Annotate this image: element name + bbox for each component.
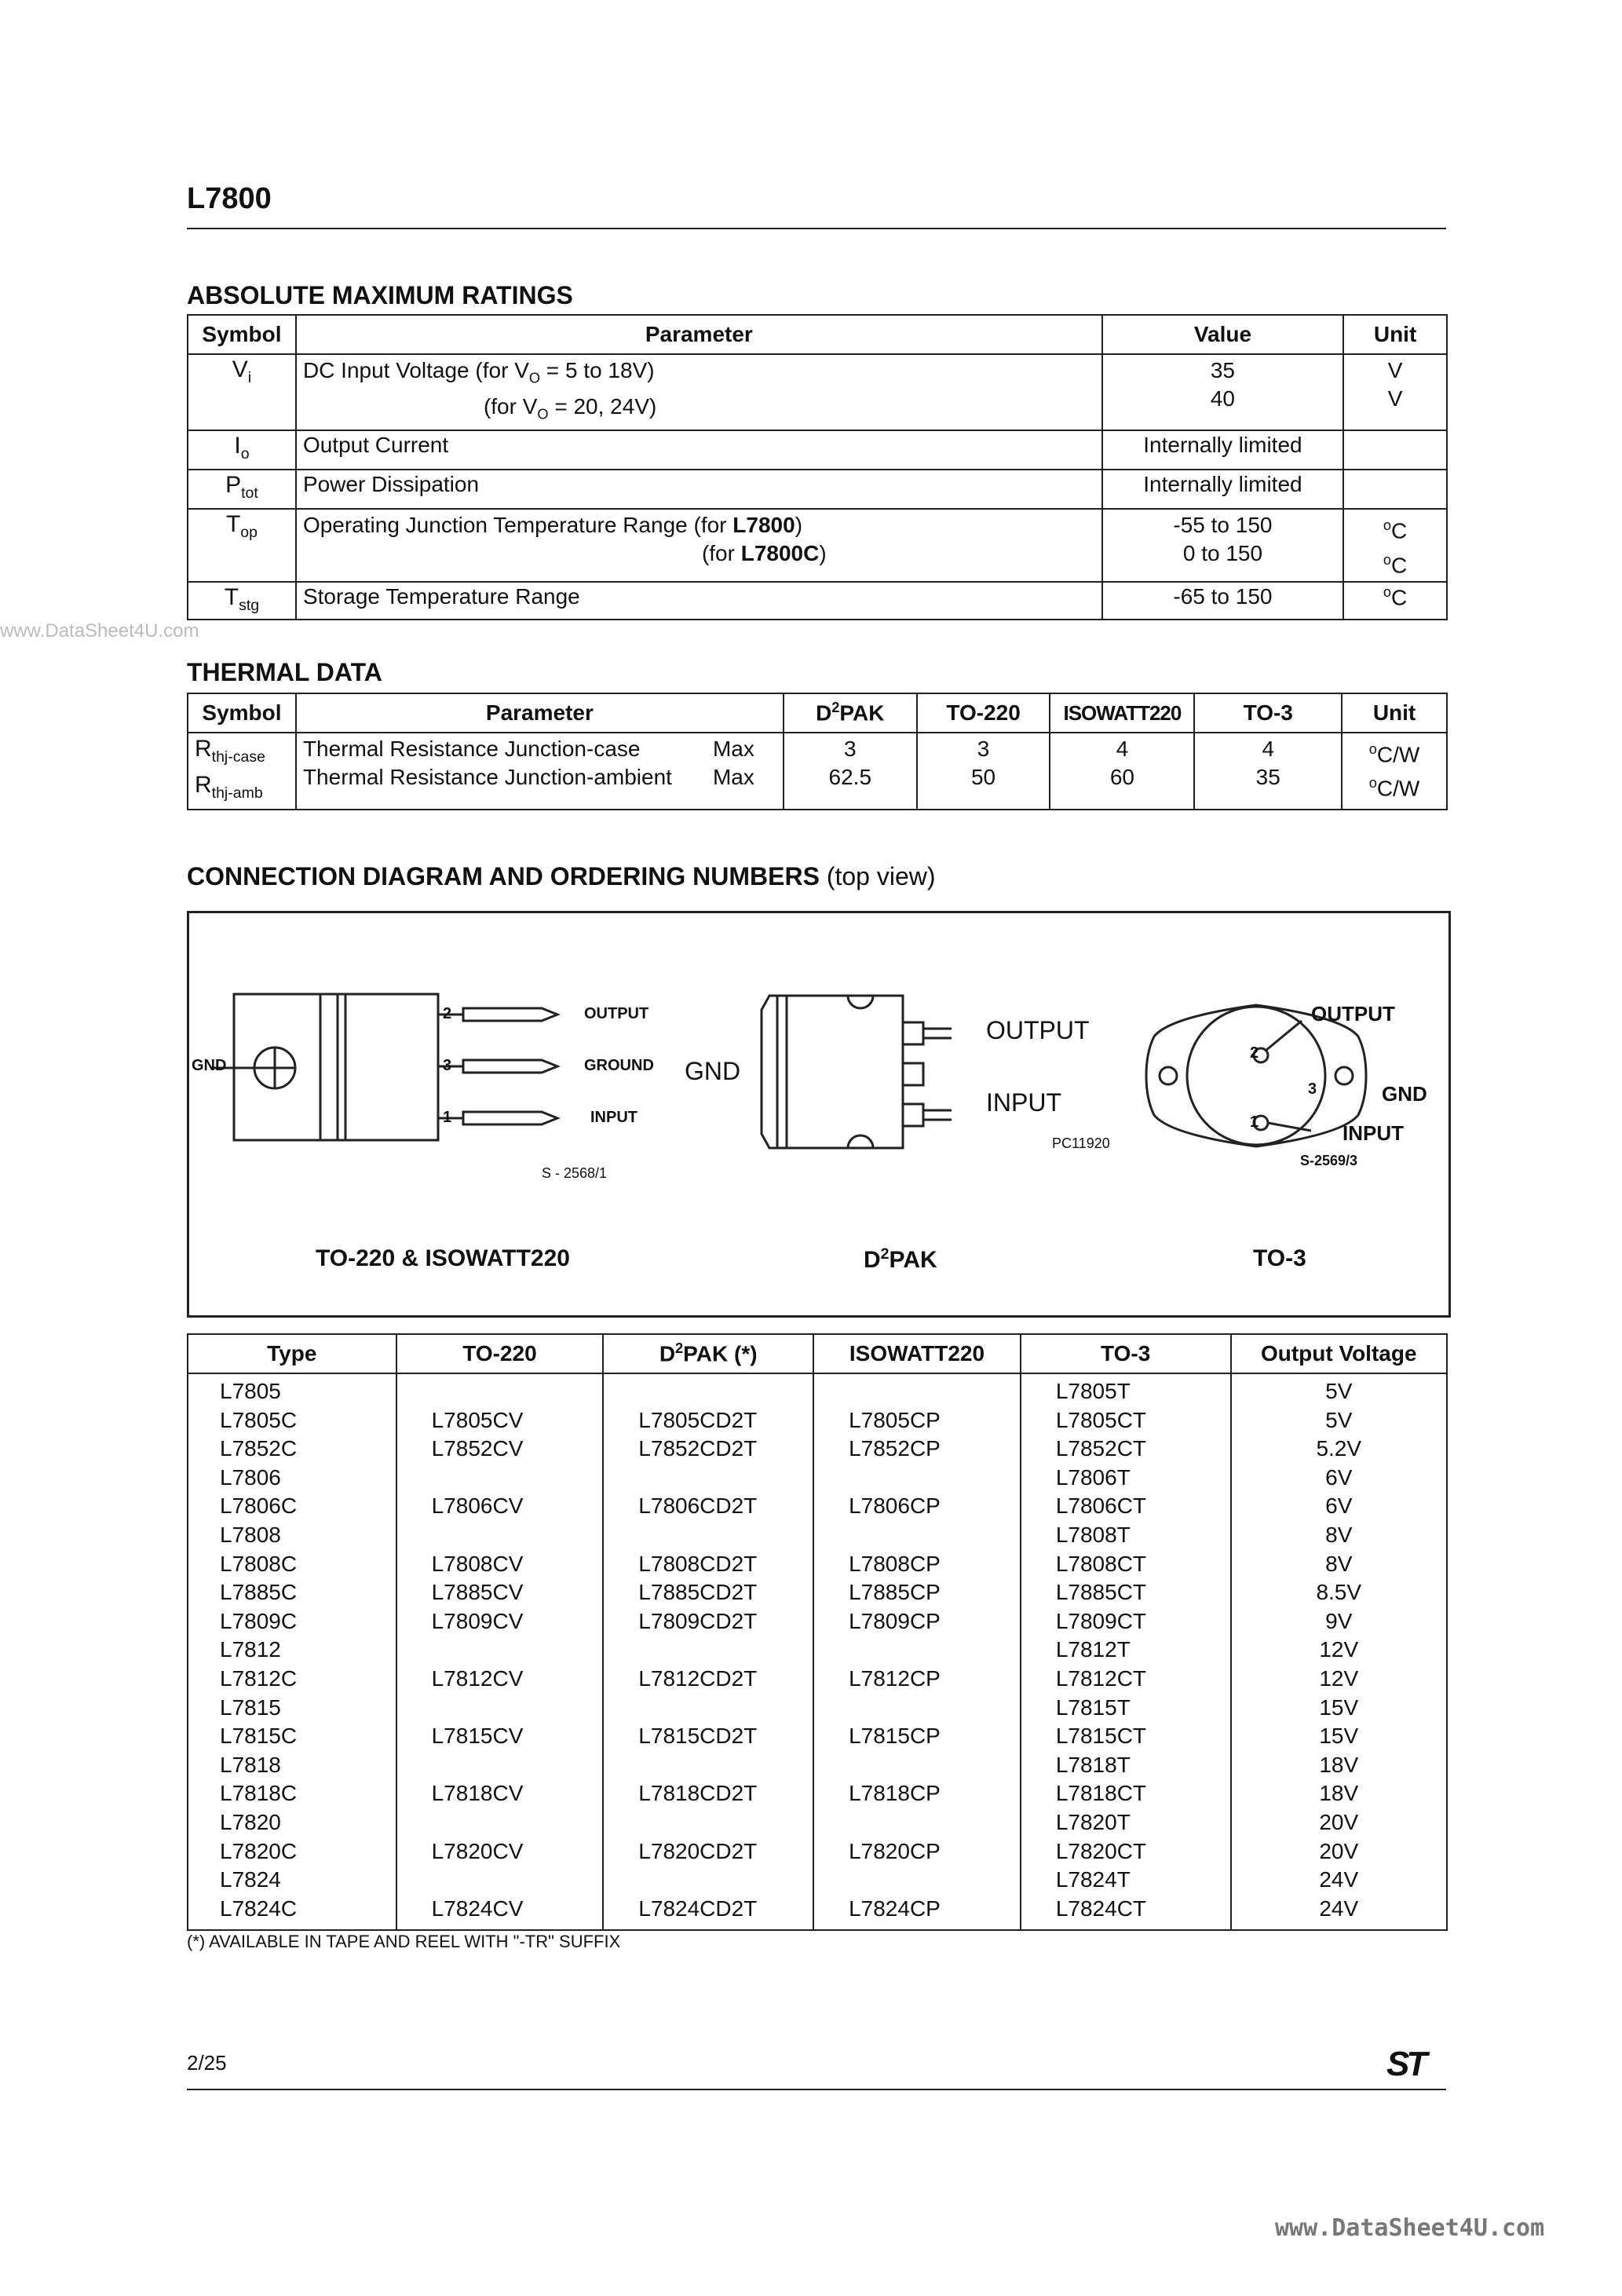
value-cell: -55 to 150 0 to 150 — [1102, 509, 1343, 582]
symbol-cell: $T_{op}$ — [188, 509, 296, 582]
amr-row-io — [188, 430, 1447, 470]
parameter-cell: DC Input Voltage (for $V_O = 5$ to 18V) (for $V_O = 20$, 24V) — [296, 354, 1102, 430]
ordering-row — [188, 1665, 1447, 1694]
to3-pin-3: 3 — [1308, 1080, 1317, 1098]
vout-cell: 18V — [1231, 1779, 1448, 1808]
vout-cell: 24V — [1231, 1866, 1448, 1895]
to3-cell: L7818CT — [1021, 1779, 1231, 1808]
to220-pin-1: 1 — [443, 1109, 452, 1126]
d2pak-cell: L7806CD2T — [603, 1492, 813, 1521]
ordering-row — [188, 1607, 1447, 1636]
watermark-left: www.DataSheet4U.com — [0, 620, 199, 642]
vout-cell: 6V — [1231, 1464, 1448, 1493]
thermal-header-row — [188, 693, 1447, 733]
to3-cell: L7820CT — [1021, 1837, 1231, 1866]
thermal-header-unit: Unit — [1342, 693, 1447, 733]
connection-title: CONNECTION DIAGRAM AND ORDERING NUMBERS (top view) — [187, 862, 936, 890]
ordering-row — [188, 1521, 1447, 1550]
parameter-cell: Power Dissipation — [296, 470, 1102, 509]
thermal-header-to220: TO-220 — [917, 693, 1050, 733]
type-cell: L7812C — [188, 1665, 396, 1694]
d2pak-cell: L7812CD2T — [603, 1665, 813, 1694]
value-cell: Internally limited — [1102, 470, 1343, 509]
d2pak-output-label: OUTPUT — [986, 1016, 1090, 1044]
ordering-row — [188, 1492, 1447, 1521]
isowatt-cell — [813, 1866, 1021, 1895]
isowatt-cell — [813, 1808, 1021, 1837]
ordering-row — [188, 1779, 1447, 1808]
to3-drawing-code: S-2569/3 — [1300, 1153, 1358, 1168]
d2pak-cell: L7852CD2T — [603, 1435, 813, 1464]
symbol-cell: $V_i$ — [188, 354, 296, 430]
ordering-header-vout: Output Voltage — [1231, 1334, 1448, 1373]
unit-cell: $^o$C — [1343, 582, 1447, 620]
type-cell: L7824 — [188, 1866, 396, 1895]
ordering-row — [188, 1435, 1447, 1464]
type-cell: L7820 — [188, 1808, 396, 1837]
to220-cell: 3 50 — [917, 733, 1050, 810]
amr-row-top — [188, 509, 1447, 582]
type-cell: L7815 — [188, 1694, 396, 1723]
amr-row-tstg — [188, 582, 1447, 620]
to3-caption: TO-3 — [1253, 1245, 1306, 1271]
unit-cell: V V — [1343, 354, 1447, 430]
ordering-row — [188, 1406, 1447, 1435]
amr-title: ABSOLUTE MAXIMUM RATINGS — [187, 281, 573, 309]
type-cell: L7812 — [188, 1636, 396, 1665]
vout-cell: 24V — [1231, 1895, 1448, 1931]
isowatt-cell: L7852CP — [813, 1435, 1021, 1464]
d2pak-cell: L7820CD2T — [603, 1837, 813, 1866]
to3-cell: L7809CT — [1021, 1607, 1231, 1636]
ordering-row — [188, 1373, 1447, 1406]
vout-cell: 8V — [1231, 1521, 1448, 1550]
unit-cell: $^o$C $^o$C — [1343, 509, 1447, 582]
unit-cell: $^o$C/W $^o$C/W — [1342, 733, 1447, 810]
to3-cell: L7812T — [1021, 1636, 1231, 1665]
vout-cell: 20V — [1231, 1837, 1448, 1866]
to220-cell — [396, 1373, 604, 1406]
isowatt-cell: L7885CP — [813, 1578, 1021, 1607]
ordering-row — [188, 1895, 1447, 1931]
to220-cell: L7806CV — [396, 1492, 604, 1521]
to220-cell: L7852CV — [396, 1435, 604, 1464]
isowatt-cell: L7806CP — [813, 1492, 1021, 1521]
vout-cell: 9V — [1231, 1607, 1448, 1636]
to220-output-label: OUTPUT — [584, 1005, 649, 1022]
thermal-header-d2pak: $D^2PAK$ — [784, 693, 917, 733]
to3-cell: L7824T — [1021, 1866, 1231, 1895]
type-cell: L7805 — [188, 1373, 396, 1406]
isowatt-cell — [813, 1751, 1021, 1780]
to3-cell: L7824CT — [1021, 1895, 1231, 1931]
type-cell: L7809C — [188, 1607, 396, 1636]
ordering-header-to220: TO-220 — [396, 1334, 604, 1373]
parameter-cell: Operating Junction Temperature Range (for L7800) (for L7800C) — [296, 509, 1102, 582]
symbol-cell: $T_{stg}$ — [188, 582, 296, 620]
type-cell: L7885C — [188, 1578, 396, 1607]
to3-cell: L7806CT — [1021, 1492, 1231, 1521]
value-cell: 35 40 — [1102, 354, 1343, 430]
ordering-row — [188, 1837, 1447, 1866]
to3-cell: L7808CT — [1021, 1550, 1231, 1579]
to3-pin-2: 2 — [1250, 1044, 1259, 1062]
d2pak-gnd-label: GND — [685, 1057, 741, 1085]
vout-cell: 20V — [1231, 1808, 1448, 1837]
to220-cell — [396, 1866, 604, 1895]
type-cell: L7818C — [188, 1779, 396, 1808]
thermal-header-to3: TO-3 — [1194, 693, 1342, 733]
to3-cell: L7805T — [1021, 1373, 1231, 1406]
ordering-header-isowatt: ISOWATT220 — [813, 1334, 1021, 1373]
vout-cell: 8.5V — [1231, 1578, 1448, 1607]
d2pak-cell: L7815CD2T — [603, 1722, 813, 1751]
d2pak-caption: $D^2PAK$ — [864, 1245, 937, 1273]
type-cell: L7820C — [188, 1837, 396, 1866]
thermal-row — [188, 733, 1447, 810]
to3-cell: L7812CT — [1021, 1665, 1231, 1694]
type-cell: L7852C — [188, 1435, 396, 1464]
ordering-row — [188, 1866, 1447, 1895]
to220-pin-2: 2 — [443, 1005, 452, 1022]
to220-cell: L7818CV — [396, 1779, 604, 1808]
d2pak-cell: L7818CD2T — [603, 1779, 813, 1808]
to220-cell: L7805CV — [396, 1406, 604, 1435]
thermal-header-symbol: Symbol — [188, 693, 296, 733]
to220-cell: L7809CV — [396, 1607, 604, 1636]
to3-cell: L7815CT — [1021, 1722, 1231, 1751]
d2pak-cell — [603, 1373, 813, 1406]
ordering-row — [188, 1464, 1447, 1493]
to220-cell — [396, 1694, 604, 1723]
isowatt-cell: L7812CP — [813, 1665, 1021, 1694]
thermal-header-isowatt: ISOWATT220 — [1050, 693, 1194, 733]
to3-input-label: INPUT — [1343, 1121, 1404, 1145]
isowatt-cell — [813, 1521, 1021, 1550]
unit-cell — [1343, 430, 1447, 470]
to220-cell: L7812CV — [396, 1665, 604, 1694]
to220-gnd-label: GND — [192, 1057, 227, 1074]
isowatt-cell: L7809CP — [813, 1607, 1021, 1636]
d2pak-cell: L7808CD2T — [603, 1550, 813, 1579]
to220-pin-3: 3 — [443, 1057, 452, 1074]
d2pak-package-drawing — [746, 980, 981, 1161]
d2pak-cell: L7885CD2T — [603, 1578, 813, 1607]
to220-cell: L7824CV — [396, 1895, 604, 1931]
to220-cell — [396, 1464, 604, 1493]
d2pak-cell — [603, 1694, 813, 1723]
amr-header-unit: Unit — [1343, 315, 1447, 354]
ordering-row — [188, 1636, 1447, 1665]
isowatt-cell: L7824CP — [813, 1895, 1021, 1931]
amr-header-parameter: Parameter — [296, 315, 1102, 354]
ordering-body — [188, 1373, 1447, 1930]
to220-caption: TO-220 & ISOWATT220 — [316, 1245, 570, 1271]
isowatt-cell — [813, 1694, 1021, 1723]
d2pak-cell: L7824CD2T — [603, 1895, 813, 1931]
amr-header-value: Value — [1102, 315, 1343, 354]
isowatt-cell: L7818CP — [813, 1779, 1021, 1808]
thermal-header-parameter: Parameter — [296, 693, 784, 733]
document-title: L7800 — [187, 182, 272, 215]
type-cell: L7818 — [188, 1751, 396, 1780]
thermal-table — [187, 693, 1448, 810]
d2pak-input-label: INPUT — [986, 1088, 1061, 1117]
isowatt-cell: L7820CP — [813, 1837, 1021, 1866]
type-cell: L7805C — [188, 1406, 396, 1435]
to220-input-label: INPUT — [590, 1109, 637, 1126]
to220-cell — [396, 1808, 604, 1837]
type-cell: L7806C — [188, 1492, 396, 1521]
to220-cell: L7815CV — [396, 1722, 604, 1751]
symbol-cell: $R_{thj-case}$ $R_{thj-amb}$ — [188, 733, 296, 810]
vout-cell: 15V — [1231, 1694, 1448, 1723]
symbol-cell: $P_{tot}$ — [188, 470, 296, 509]
ordering-header-d2pak: $D^2PAK$ (*) — [603, 1334, 813, 1373]
type-cell: L7815C — [188, 1722, 396, 1751]
to3-cell: L7806T — [1021, 1464, 1231, 1493]
value-cell: -65 to 150 — [1102, 582, 1343, 620]
to3-cell: L7885CT — [1021, 1578, 1231, 1607]
d2pak-cell — [603, 1751, 813, 1780]
isowatt-cell: L7808CP — [813, 1550, 1021, 1579]
to3-cell: L7805CT — [1021, 1406, 1231, 1435]
type-cell: L7808 — [188, 1521, 396, 1550]
d2pak-cell: L7809CD2T — [603, 1607, 813, 1636]
value-cell: Internally limited — [1102, 430, 1343, 470]
type-cell: L7824C — [188, 1895, 396, 1931]
vout-cell: 6V — [1231, 1492, 1448, 1521]
to220-ground-label: GROUND — [584, 1057, 654, 1074]
parameter-cell: Thermal Resistance Junction-case Max Thermal Resistance Junction-ambient Max — [296, 733, 784, 810]
amr-row-ptot — [188, 470, 1447, 509]
to220-cell: L7808CV — [396, 1550, 604, 1579]
watermark-bottom: www.DataSheet4U.com — [1275, 2214, 1545, 2242]
to220-cell: L7820CV — [396, 1837, 604, 1866]
amr-table — [187, 314, 1448, 620]
vout-cell: 5V — [1231, 1373, 1448, 1406]
parameter-cell: Output Current — [296, 430, 1102, 470]
symbol-cell: $I_o$ — [188, 430, 296, 470]
vout-cell: 5.2V — [1231, 1435, 1448, 1464]
to220-drawing-code: S - 2568/1 — [542, 1165, 608, 1181]
isowatt-cell — [813, 1636, 1021, 1665]
d2pak-cell — [603, 1866, 813, 1895]
isowatt-cell: L7815CP — [813, 1722, 1021, 1751]
thermal-title: THERMAL DATA — [187, 658, 382, 686]
ordering-row — [188, 1751, 1447, 1780]
st-logo: ST — [1386, 2045, 1425, 2083]
amr-row-vi — [188, 354, 1447, 430]
d2pak-cell — [603, 1636, 813, 1665]
vout-cell: 5V — [1231, 1406, 1448, 1435]
to3-cell: L7820T — [1021, 1808, 1231, 1837]
vout-cell: 18V — [1231, 1751, 1448, 1780]
d2pak-cell: 3 62.5 — [784, 733, 917, 810]
to3-cell: L7815T — [1021, 1694, 1231, 1723]
d2pak-drawing-code: PC11920 — [1052, 1135, 1110, 1151]
footer-rule — [187, 2089, 1446, 2090]
d2pak-cell — [603, 1808, 813, 1837]
to3-gnd-label: GND — [1382, 1082, 1427, 1106]
isowatt-cell — [813, 1373, 1021, 1406]
ordering-footnote: (*) AVAILABLE IN TAPE AND REEL WITH "-TR" SUFFIX — [187, 1932, 621, 1951]
to3-pin-1: 1 — [1250, 1113, 1259, 1131]
to3-output-label: OUTPUT — [1311, 1002, 1395, 1026]
d2pak-cell — [603, 1464, 813, 1493]
isowatt-cell — [813, 1464, 1021, 1493]
d2pak-cell — [603, 1521, 813, 1550]
vout-cell: 12V — [1231, 1665, 1448, 1694]
ordering-row — [188, 1550, 1447, 1579]
to3-cell: 4 35 — [1194, 733, 1342, 810]
unit-cell — [1343, 470, 1447, 509]
vout-cell: 15V — [1231, 1722, 1448, 1751]
page-number: 2/25 — [187, 2051, 227, 2075]
amr-header-symbol: Symbol — [188, 315, 296, 354]
ordering-table — [187, 1333, 1448, 1931]
vout-cell: 8V — [1231, 1550, 1448, 1579]
to220-cell — [396, 1521, 604, 1550]
to220-cell — [396, 1636, 604, 1665]
ordering-row — [188, 1808, 1447, 1837]
ordering-row — [188, 1694, 1447, 1723]
header-rule — [187, 228, 1446, 229]
to3-cell: L7818T — [1021, 1751, 1231, 1780]
to220-cell — [396, 1751, 604, 1780]
ordering-row — [188, 1722, 1447, 1751]
ordering-header-type: Type — [188, 1334, 396, 1373]
isowatt-cell: L7805CP — [813, 1406, 1021, 1435]
ordering-row — [188, 1578, 1447, 1607]
to220-package-drawing — [188, 966, 691, 1201]
parameter-cell: Storage Temperature Range — [296, 582, 1102, 620]
to220-cell: L7885CV — [396, 1578, 604, 1607]
vout-cell: 12V — [1231, 1636, 1448, 1665]
ordering-header-row — [188, 1334, 1447, 1373]
isowatt-cell: 4 60 — [1050, 733, 1194, 810]
to3-cell: L7852CT — [1021, 1435, 1231, 1464]
to3-cell: L7808T — [1021, 1521, 1231, 1550]
ordering-header-to3: TO-3 — [1021, 1334, 1231, 1373]
type-cell: L7808C — [188, 1550, 396, 1579]
type-cell: L7806 — [188, 1464, 396, 1493]
d2pak-cell: L7805CD2T — [603, 1406, 813, 1435]
amr-header-row — [188, 315, 1447, 354]
